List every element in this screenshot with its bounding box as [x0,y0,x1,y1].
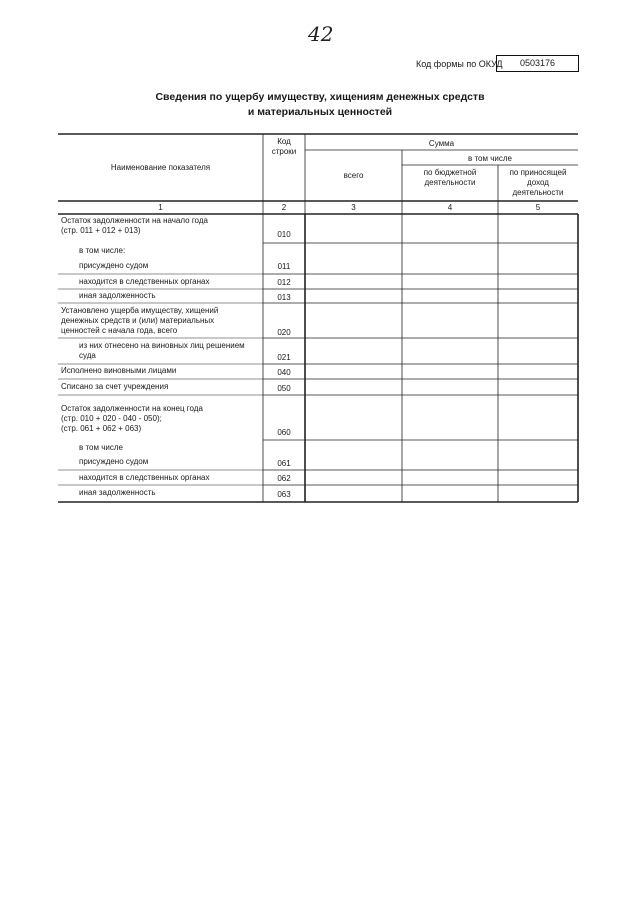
row-060-label-line1: Остаток задолженности на конец года [61,404,203,413]
row-050-code: 050 [277,384,291,393]
row-060-label-line2: (стр. 010 + 020 - 040 - 050); [61,414,162,423]
row-021-label-line2: суда [79,351,96,360]
header-total: всего [343,171,364,180]
row-061-label-line2: присуждено судом [79,457,149,466]
row-062-label: находится в следственных органах [79,473,210,482]
row-020-label-line1: Установлено ущерба имуществу, хищений [61,306,219,315]
row-011-label-line2: присуждено судом [79,261,149,270]
row-011-label-line1: в том числе: [79,246,126,255]
col-number-3: 3 [351,203,356,212]
row-013-label: иная задолженность [79,291,156,300]
row-063-code: 063 [277,490,291,499]
row-050-label: Списано за счет учреждения [61,382,169,391]
header-sum: Сумма [428,139,455,148]
row-020-label-line2: денежных средств и (или) материальных [61,316,215,325]
row-021-label-line1: из них отнесено на виновных лиц решением [79,341,245,350]
form-title-line1: Сведения по ущербу имуществу, хищениям денежных средств [155,91,485,103]
row-012-label: находится в следственных органах [79,277,210,286]
row-013-code: 013 [277,293,291,302]
header-income-line1: по приносящей [509,168,567,177]
row-061-code: 061 [277,459,291,468]
header-including: в том числе [468,154,512,163]
col-number-5: 5 [535,203,541,212]
row-063-label: иная задолженность [79,488,156,497]
row-012-code: 012 [277,278,291,287]
header-code-line2: строки [271,147,297,156]
row-061-label-line1: в том числе [79,443,123,452]
header-name: Наименование показателя [110,163,211,172]
row-040-label: Исполнено виновными лицами [61,366,177,375]
okud-code: 0503176 [496,55,579,72]
row-010-code: 010 [277,230,291,239]
col-number-2: 2 [281,203,287,212]
col-number-4: 4 [447,203,453,212]
row-020-code: 020 [277,328,291,337]
col-number-1: 1 [158,203,163,212]
row-011-code: 011 [277,262,291,271]
row-060-label-line3: (стр. 061 + 062 + 063) [61,424,142,433]
form-title-line2: и материальных ценностей [247,106,393,118]
header-code-line1: Код [277,137,291,146]
header-budget-line1: по бюджетной [423,168,477,177]
row-062-code: 062 [277,474,291,483]
row-060-code: 060 [277,428,291,437]
okud-label: Код формы по ОКУД [416,59,503,69]
header-income-line3: деятельности [512,188,564,197]
header-budget-line2: деятельности [424,178,476,187]
row-021-code: 021 [277,353,291,362]
row-040-code: 040 [277,368,291,377]
header-income-line2: доход [527,178,549,187]
row-010-label-line1: Остаток задолженности на начало года [61,216,208,225]
row-020-label-line3: ценностей с начала года, всего [61,326,178,335]
row-010-label-line2: (стр. 011 + 012 + 013) [61,226,141,235]
page-number: 42 [308,22,334,46]
